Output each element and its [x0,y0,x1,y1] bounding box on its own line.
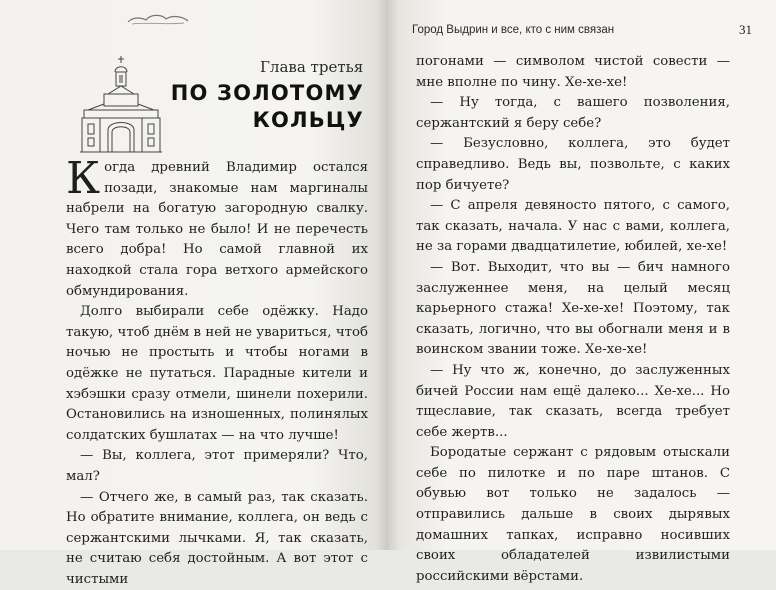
paragraph: — Ну что ж, конечно, до заслуженных бичей России нам ещё далеко... Хе-хе... Но тщеславие, так сказать, всегда требует себе жертв... [416,361,730,443]
paragraph: — Вот. Выходит, что вы — бич намного заслуженнее меня, на целый месяц карьерного стажа! Хе-хе-хе! Поэтому, так сказать, логично, что вы обогнали меня и в воинском звании тоже. Хе-хе-хе! [416,258,730,361]
cloud-ornament-icon [124,10,192,28]
paragraph: — Отчего же, в самый раз, так сказать. Но обратите внимание, коллега, он ведь с сержантскими лычками. Я, так сказать, не считаю себя достойным. А вот этот с чистыми [66,488,368,590]
paragraph: — Безусловно, коллега, это будет справедливо. Ведь вы, позвольте, с каких пор бичуете? [416,134,730,196]
chapter-label: Глава третья [260,58,363,76]
page-number: 31 [739,22,752,38]
chapter-title [171,80,364,134]
left-body-text [66,158,368,590]
paragraph: Бородатые сержант с рядовым отыскали себе по пилотке и по паре штанов. С обувью вот только не задалось — отправились дальше в своих дырявых домашних тапках, исправно носивших своих обладателей извилистыми российскими вёрстами. [416,443,730,587]
right-page [388,0,776,550]
drop-cap: К [66,160,100,198]
paragraph-text: огда древний Владимир остался позади, знакомые нам маргиналы набрели на богатую загородную свалку. Чего там только не было! И не перечесть всего добра! Но самой главной их находкой стала гора ветхого армейского обмундирования. [66,160,368,299]
paragraph: — С апреля девяносто пятого, с самого, так сказать, начала. У нас с вами, коллега, не за горами двадцатилетие, юбилей, хе-хе! [416,196,730,258]
running-head: Город Выдрин и все, кто с ним связан [412,24,614,36]
chapter-title-line: ПО ЗОЛОТОМУ [171,80,364,107]
paragraph: Долго выбирали себе одёжку. Надо такую, чтоб днём в ней не увариться, чтоб ночью не простыть и чтобы ногами в одёжке не путаться. Парадные кители и хэбэшки сразу отмели, шинели похерили. Остановились на изношенных, полинялых солдатских бушлатах — на что лучше! [66,302,368,446]
paragraph: погонами — символом чистой совести — мне вполне по чину. Хе-хе-хе! [416,52,730,93]
golden-gate-church-icon [78,54,164,154]
chapter-title-line: КОЛЬЦУ [171,107,364,134]
right-body-text [416,52,730,587]
paragraph [66,158,368,302]
paragraph: — Ну тогда, с вашего позволения, сержантский я беру себе? [416,93,730,134]
left-page [0,0,388,550]
paragraph: — Вы, коллега, этот примеряли? Что, мал? [66,446,368,487]
